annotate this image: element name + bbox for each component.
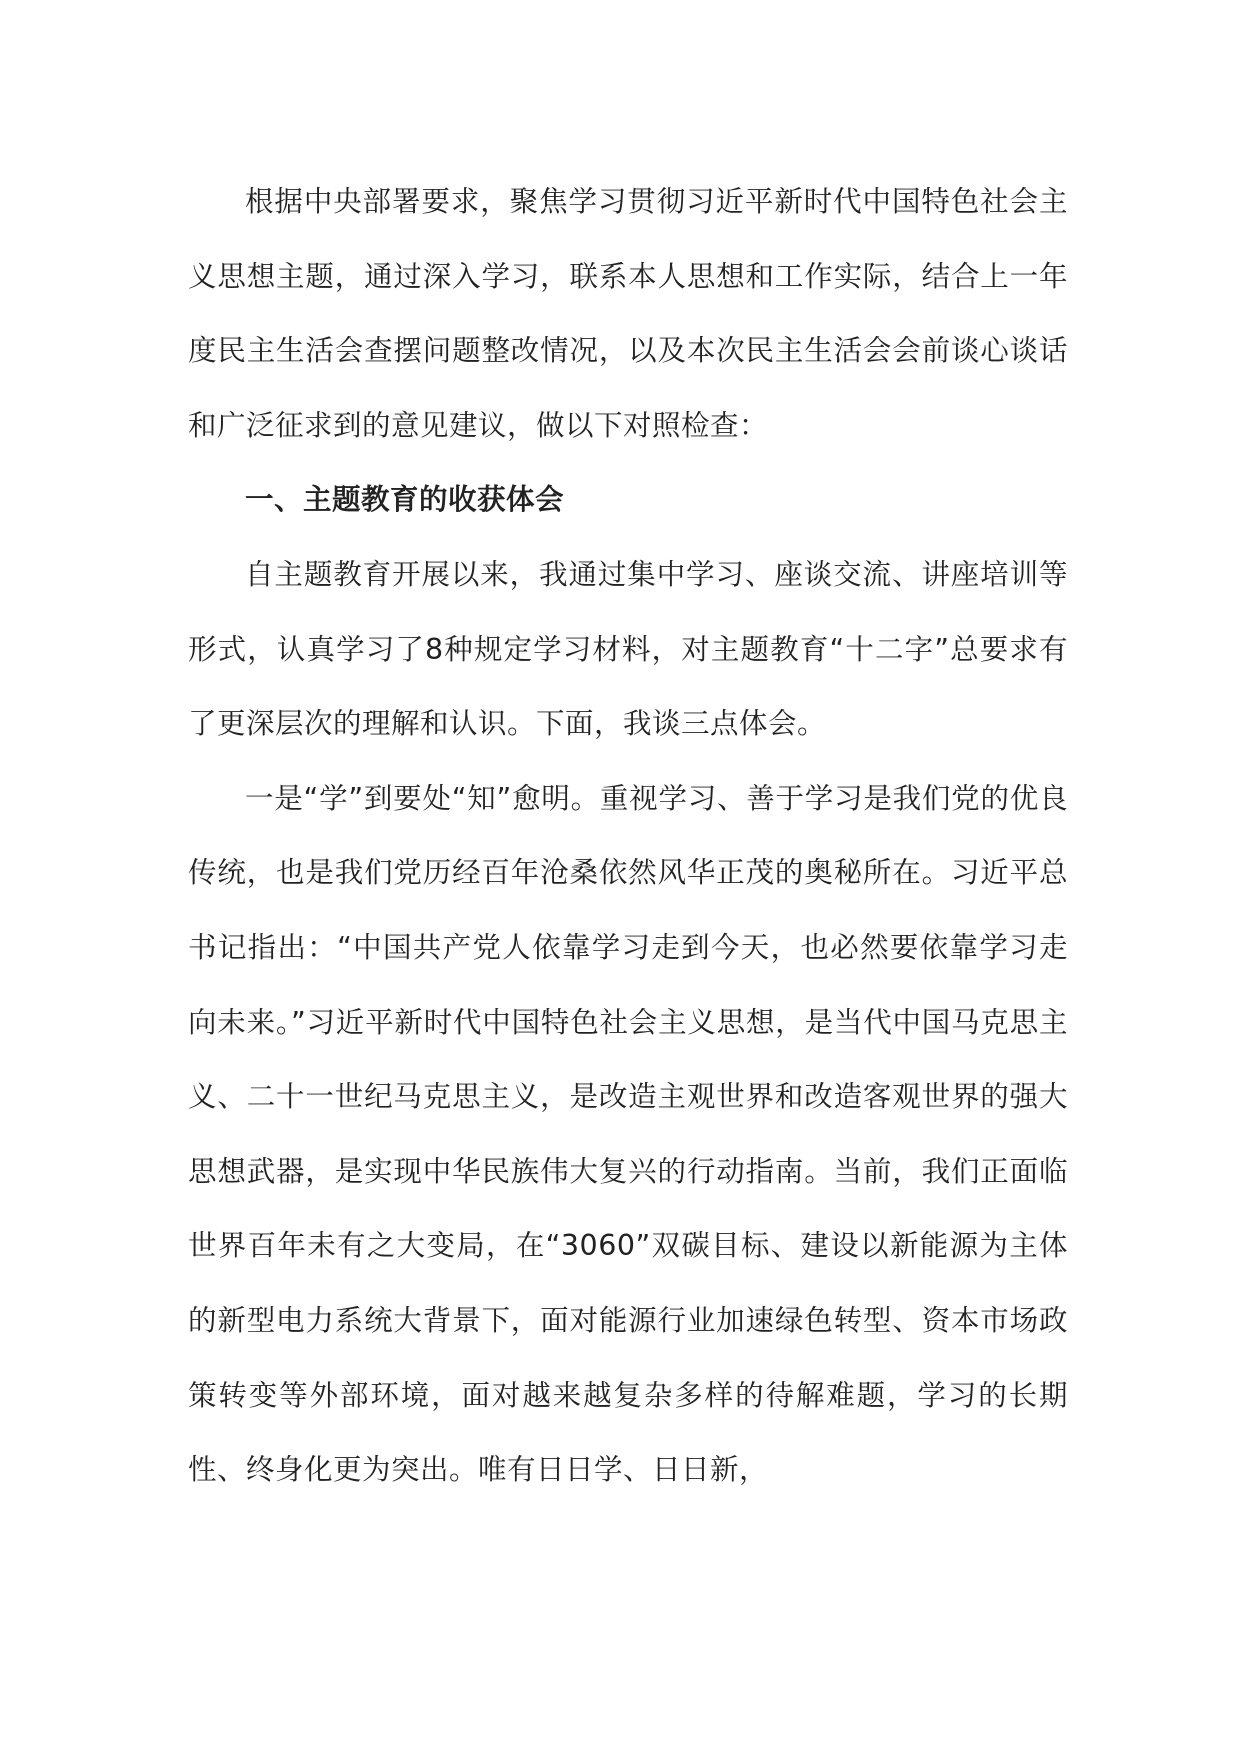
section-heading: 一、主题教育的收获体会	[245, 483, 565, 517]
document-body	[188, 165, 1068, 1508]
section-paragraph-2: 一是“学”到要处“知”愈明。重视学习、善于学习是我们党的优良传统，也是我们党历经百年沧桑依然风华正茂的奥秘所在。习近平总书记指出：“中国共产党人依靠学习走到今天，也必然要依靠学习走向未来。”习近平新时代中国特色社会主义思想，是当代中国马克思主义、二十一世纪马克思主义，是改造主观世界和改造客观世界的强大思想武器，是实现中华民族伟大复兴的行动指南。当前，我们正面临世界百年未有之大变局，在“3060”双碳目标、建设以新能源为主体的新型电力系统大背景下，面对能源行业加速绿色转型、资本市场政策转变等外部环境，面对越来越复杂多样的待解难题，学习的长期性、终身化更为突出。唯有日日学、日日新，	[188, 781, 1068, 1487]
section-paragraph-1: 自主题教育开展以来，我通过集中学习、座谈交流、讲座培训等形式，认真学习了8种规定学习材料，对主题教育“十二字”总要求有了更深层次的理解和认识。下面，我谈三点体会。	[188, 557, 1068, 741]
intro-paragraph: 根据中央部署要求，聚焦学习贯彻习近平新时代中国特色社会主义思想主题，通过深入学习，联系本人思想和工作实际，结合上一年度民主生活会查摆问题整改情况，以及本次民主生活会会前谈心谈话和广泛征求到的意见建议，做以下对照检查：	[188, 185, 1068, 442]
